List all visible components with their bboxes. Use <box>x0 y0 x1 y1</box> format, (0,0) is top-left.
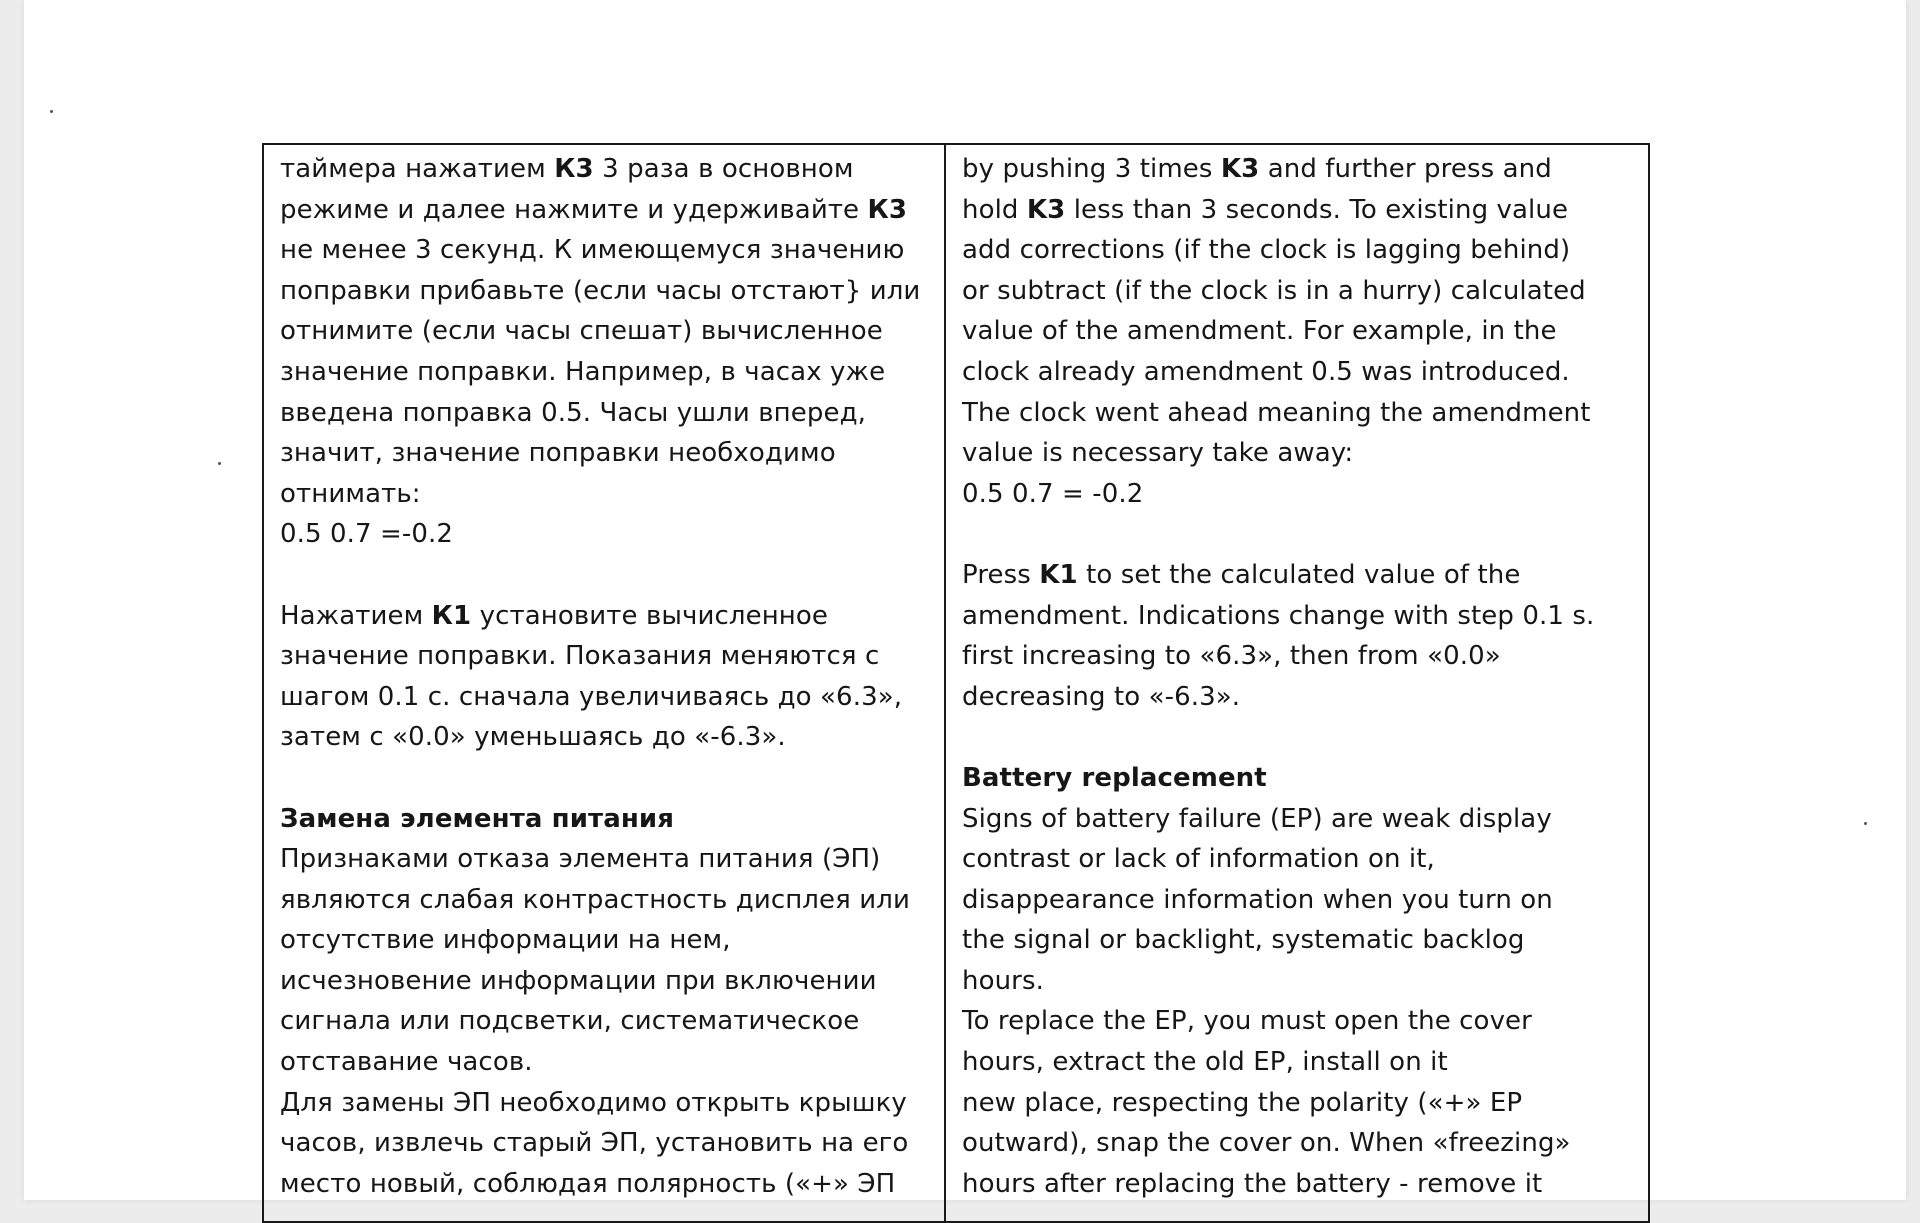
text-segment: clock already amendment 0.5 was introduced. <box>962 356 1570 387</box>
text-line <box>962 271 1632 312</box>
text-line <box>280 1123 928 1164</box>
bold-text: K1 <box>1039 559 1078 590</box>
blank-line <box>280 555 928 596</box>
text-segment: value of the amendment. For example, in the <box>962 316 1557 347</box>
text-segment: decreasing to «-6.3». <box>962 681 1241 712</box>
text-line <box>962 1123 1632 1164</box>
text-line <box>962 677 1632 718</box>
text-segment: 3 раза в основном <box>593 154 854 184</box>
text-segment: не менее 3 секунд. К имеющемуся значению <box>280 235 905 266</box>
text-line <box>280 433 928 474</box>
text-segment: являются слабая контрастность дисплея или <box>280 884 910 915</box>
text-segment: Press <box>962 559 1040 590</box>
blank-line <box>280 758 928 799</box>
text-line <box>280 636 928 677</box>
text-segment: введена поправка 0.5. Часы ушли вперед, <box>280 397 867 428</box>
text-segment: место новый, соблюдая полярность («+» ЭП <box>280 1168 896 1199</box>
text-line <box>962 555 1632 596</box>
text-segment: or subtract (if the clock is in a hurry) calculated <box>962 275 1586 306</box>
text-line <box>280 271 928 312</box>
text-segment: new place, respecting the polarity («+» EP <box>962 1087 1523 1118</box>
blank-line <box>962 514 1632 555</box>
scan-speck <box>218 462 221 465</box>
text-segment: hours. <box>962 965 1044 996</box>
text-line <box>962 149 1632 190</box>
text-segment: To replace the EP, you must open the cover <box>962 1006 1532 1037</box>
text-line <box>962 961 1632 1002</box>
text-line <box>962 230 1632 271</box>
text-segment: отнимать: <box>280 478 421 509</box>
bold-text: K3 <box>1220 154 1260 184</box>
text-segment: поправки прибавьте (если часы отстают} или <box>280 275 921 306</box>
text-segment: режиме и далее нажмите и удерживайте <box>280 194 868 225</box>
text-segment: contrast or lack of information on it, <box>962 844 1435 875</box>
text-line <box>962 636 1632 677</box>
text-segment: hours after replacing the battery - remove it <box>962 1168 1543 1199</box>
text-segment: установите вычисленное <box>471 600 828 631</box>
text-segment: and further press and <box>1259 154 1552 184</box>
text-line <box>962 758 1632 799</box>
text-line <box>962 920 1632 961</box>
bold-text: К1 <box>431 600 472 631</box>
text-segment: сигнала или подсветки, систематическое <box>280 1006 860 1037</box>
text-line <box>962 1042 1632 1083</box>
text-line <box>280 474 928 515</box>
russian-column <box>264 145 946 1221</box>
bold-text: Замена элемента питания <box>280 803 675 834</box>
text-line <box>280 149 928 190</box>
text-segment: отсутствие информации на нем, <box>280 925 731 956</box>
text-line <box>962 1083 1632 1124</box>
text-line <box>280 190 928 231</box>
text-line <box>280 839 928 880</box>
text-segment: hold <box>962 194 1027 225</box>
text-line <box>962 474 1632 515</box>
text-line <box>962 1001 1632 1042</box>
text-segment: значение поправки. Например, в часах уже <box>280 356 886 387</box>
text-segment: to set the calculated value of the <box>1077 559 1521 590</box>
text-segment: значение поправки. Показания меняются с <box>280 641 880 672</box>
text-segment: The clock went ahead meaning the amendment <box>962 397 1591 428</box>
text-segment: the signal or backlight, systematic backlog <box>962 925 1525 956</box>
text-segment: first increasing to «6.3», then from «0.0» <box>962 641 1501 672</box>
text-segment: Нажатием <box>280 600 432 631</box>
text-segment: таймера нажатием <box>280 154 555 184</box>
text-segment: by pushing 3 times <box>962 154 1221 184</box>
english-column <box>946 145 1648 1221</box>
text-line <box>280 717 928 758</box>
text-line <box>280 1164 928 1205</box>
text-line <box>280 1001 928 1042</box>
text-line <box>962 839 1632 880</box>
text-line <box>962 799 1632 840</box>
text-segment: отнимите (если часы спешат) вычисленное <box>280 316 883 347</box>
text-segment: Признаками отказа элемента питания (ЭП) <box>280 844 881 875</box>
text-segment: шагом 0.1 с. сначала увеличиваясь до «6.3», <box>280 681 903 712</box>
text-line <box>962 433 1632 474</box>
text-line <box>280 799 928 840</box>
bold-text: К3 <box>867 194 908 225</box>
text-line <box>962 190 1632 231</box>
text-line <box>962 311 1632 352</box>
text-line <box>962 1164 1632 1205</box>
text-line <box>962 880 1632 921</box>
scan-speck <box>50 110 53 113</box>
document-page <box>24 0 1906 1200</box>
text-line <box>280 880 928 921</box>
text-segment: Signs of battery failure (EP) are weak display <box>962 803 1552 834</box>
text-line <box>280 1042 928 1083</box>
text-segment: 0.5 0.7 =-0.2 <box>280 519 454 550</box>
text-line <box>280 514 928 555</box>
text-line <box>962 393 1632 434</box>
text-segment: value is necessary take away: <box>962 438 1354 469</box>
text-segment: add corrections (if the clock is lagging behind) <box>962 235 1571 266</box>
text-segment: исчезновение информации при включении <box>280 965 877 996</box>
text-segment: hours, extract the old EP, install on it <box>962 1047 1448 1078</box>
text-line <box>280 311 928 352</box>
text-segment: отставание часов. <box>280 1047 533 1078</box>
bilingual-table <box>262 143 1650 1223</box>
text-line <box>280 920 928 961</box>
scan-speck <box>1864 822 1867 825</box>
text-segment: 0.5 0.7 = -0.2 <box>962 478 1144 509</box>
text-segment: disappearance information when you turn on <box>962 884 1553 915</box>
bold-text: К3 <box>554 154 594 184</box>
text-segment: amendment. Indications change with step 0.1 s. <box>962 600 1595 631</box>
bold-text: K3 <box>1026 194 1066 225</box>
text-segment: less than 3 seconds. To existing value <box>1065 194 1569 225</box>
text-line <box>280 393 928 434</box>
blank-line <box>962 717 1632 758</box>
text-segment: часов, извлечь старый ЭП, установить на его <box>280 1128 909 1159</box>
text-segment: затем с «0.0» уменьшаясь до «-6.3». <box>280 722 786 753</box>
text-segment: outward), snap the cover on. When «freezing» <box>962 1128 1571 1159</box>
text-line <box>280 961 928 1002</box>
text-line <box>280 677 928 718</box>
text-line <box>280 596 928 637</box>
text-line <box>280 230 928 271</box>
text-segment: значит, значение поправки необходимо <box>280 438 836 469</box>
text-segment: Для замены ЭП необходимо открыть крышку <box>280 1087 907 1118</box>
text-line <box>280 1083 928 1124</box>
bold-text: Battery replacement <box>962 762 1267 793</box>
text-line <box>962 352 1632 393</box>
text-line <box>962 596 1632 637</box>
text-line <box>280 352 928 393</box>
